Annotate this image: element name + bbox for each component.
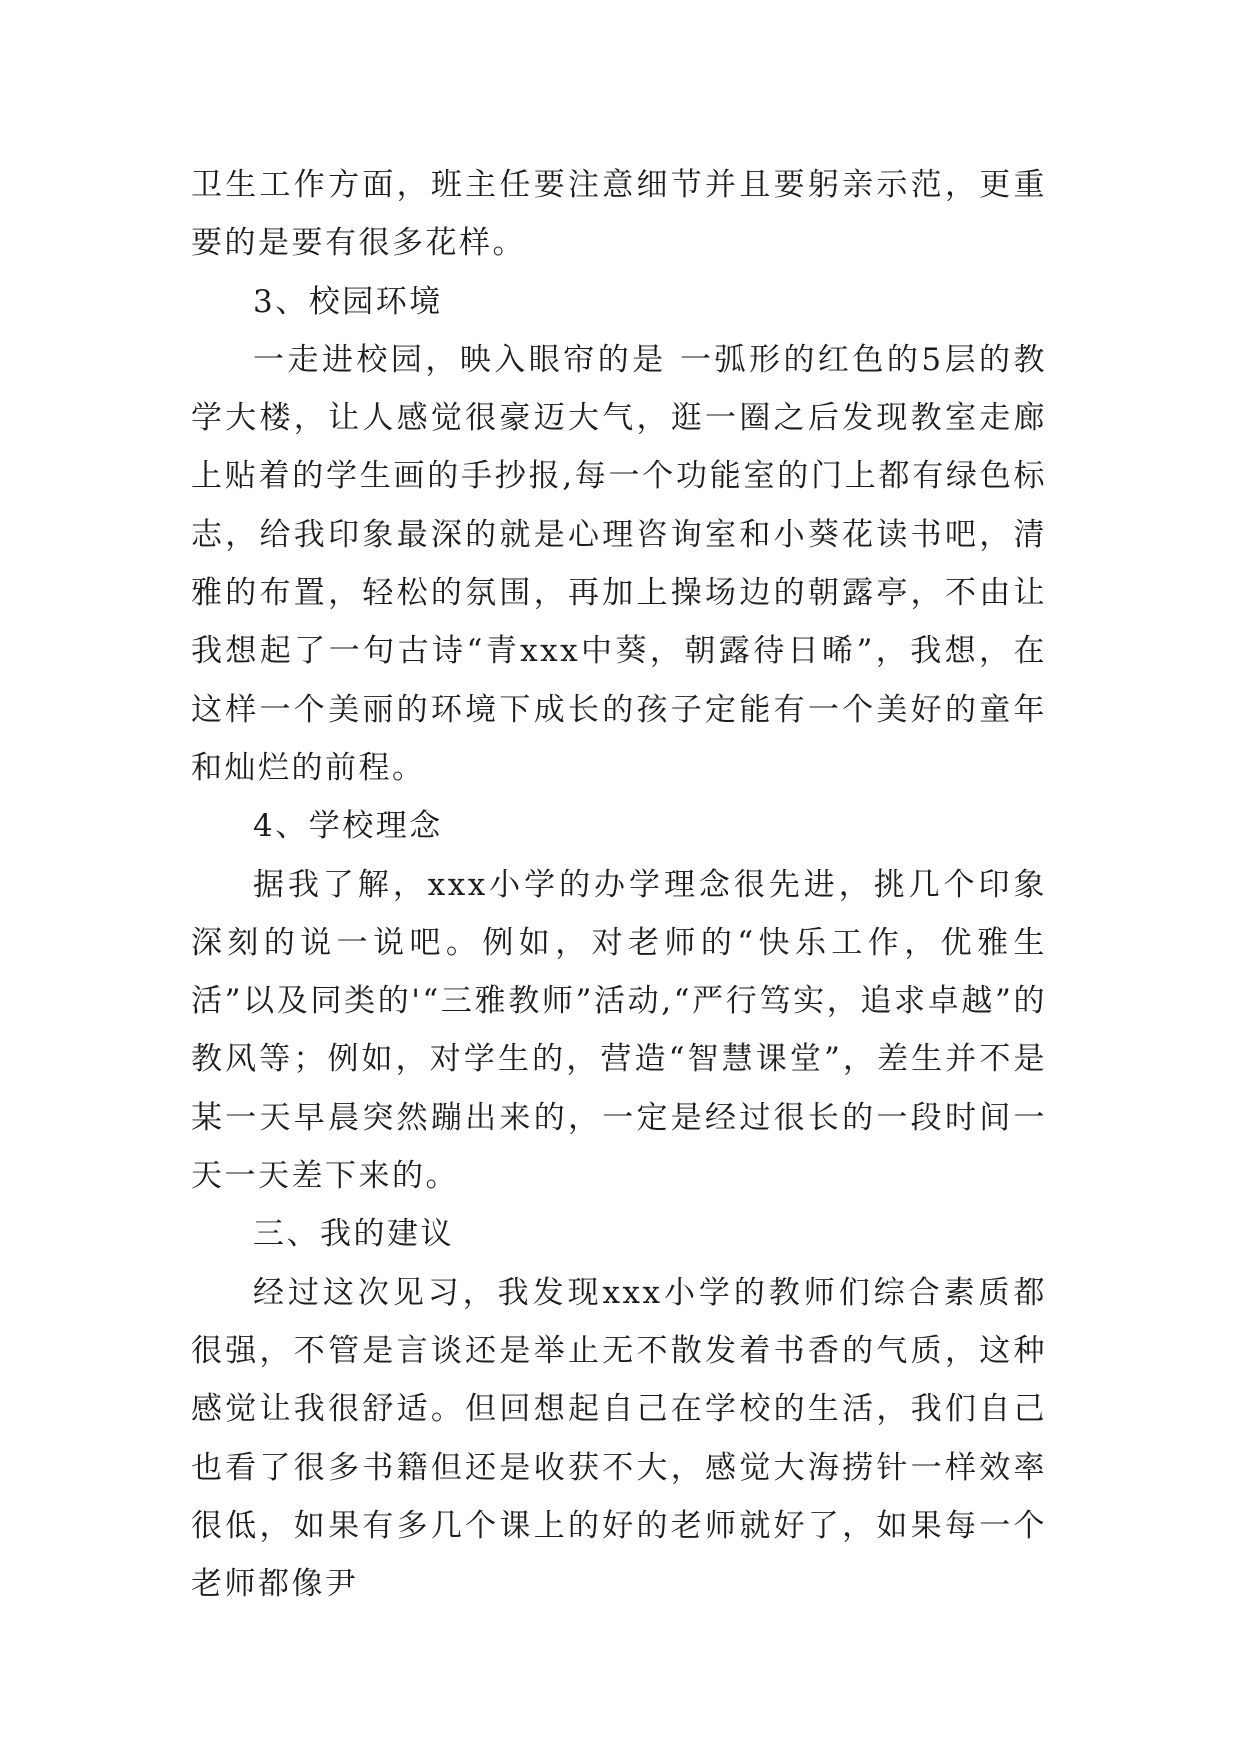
paragraph-hygiene-continued: 卫生工作方面，班主任要注意细节并且要躬亲示范，更重要的是要有很多花样。 — [191, 167, 1047, 262]
paragraph-school-philosophy: 据我了解，xxx小学的办学理念很先进，挑几个印象深刻的说一说吧。例如，对老师的“快乐工作，优雅生活”以及同类的'“三雅教师”活动,“严行笃实，追求卓越”的教风等；例如，对学生的，营造“智慧课堂”，差生并不是某一天早晨突然蹦出来的，一定是经过很长的一段时间一天一天差下来的。 — [191, 866, 1047, 1195]
paragraph-my-suggestions: 经过这次见习，我发现xxx小学的教师们综合素质都很强，不管是言谈还是举止无不散发着书香的气质，这种感觉让我很舒适。但回想起自己在学校的生活，我们自己也看了很多书籍但还是收获不大，感觉大海捞针一样效率很低，如果有多几个课上的好的老师就好了，如果每一个老师都像尹 — [191, 1274, 1047, 1603]
section-heading-school-philosophy: 4、学校理念 — [253, 808, 443, 845]
document-body — [191, 156, 1047, 1613]
paragraph-campus-environment: 一走进校园，映入眼帘的是 一弧形的红色的5层的教学大楼，让人感觉很豪迈大气，逛一圈之后发现教室走廊上贴着的学生画的手抄报,每一个功能室的门上都有绿色标志，给我印象最深的就是心理咨询室和小葵花读书吧，清雅的布置，轻松的氛围，再加上操场边的朝露亭，不由让我想起了一句古诗“青xxx中葵，朝露待日晞”，我想，在这样一个美丽的环境下成长的孩子定能有一个美好的童年和灿烂的前程。 — [191, 341, 1047, 786]
section-heading-my-suggestions: 三、我的建议 — [253, 1216, 454, 1253]
section-heading-campus-environment: 3、校园环境 — [253, 283, 443, 320]
